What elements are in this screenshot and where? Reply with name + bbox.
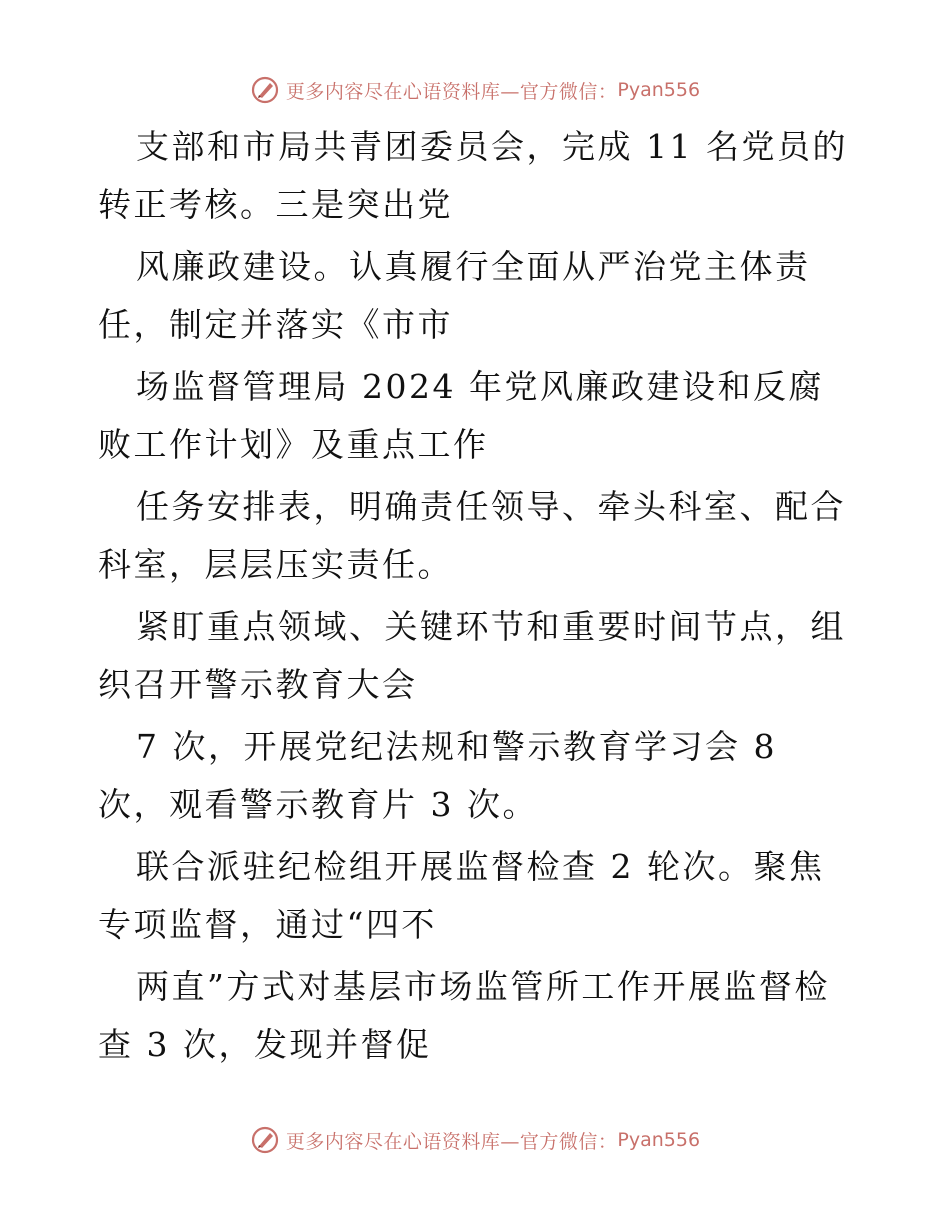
header-banner-text: 更多内容尽在心语资料库—官方微信： bbox=[285, 80, 618, 103]
paragraph: 任务安排表，明确责任领导、牵头科室、配合科室，层层压实责任。 bbox=[98, 487, 846, 584]
paragraph: 支部和市局共青团委员会，完成 11 名党员的转正考核。三是突出党 bbox=[98, 127, 848, 224]
footer-watermark bbox=[0, 1120, 950, 1160]
paragraph: 联合派驻纪检组开展监督检查 2 轮次。聚焦专项监督，通过“四不 bbox=[98, 847, 825, 944]
paragraph: 风廉政建设。认真履行全面从严治党主体责任，制定并落实《市市 bbox=[98, 247, 811, 344]
paragraph: 紧盯重点领域、关键环节和重要时间节点，组织召开警示教育大会 bbox=[98, 607, 846, 704]
paragraph: 两直”方式对基层市场监管所工作开展监督检查 3 次，发现并督促 bbox=[98, 967, 830, 1064]
document-body bbox=[98, 118, 858, 1078]
paragraph: 7 次，开展党纪法规和警示教育学习会 8 次，观看警示教育片 3 次。 bbox=[98, 727, 777, 824]
pen-logo-icon bbox=[250, 75, 280, 105]
header-watermark bbox=[0, 70, 950, 110]
footer-banner-text: 更多内容尽在心语资料库—官方微信： bbox=[285, 1130, 618, 1153]
pen-logo-icon bbox=[250, 1125, 280, 1155]
footer-banner-id: Pyan556 bbox=[617, 1129, 701, 1151]
header-banner-id: Pyan556 bbox=[617, 79, 701, 101]
paragraph: 场监督管理局 2024 年党风廉政建设和反腐败工作计划》及重点工作 bbox=[98, 367, 824, 464]
